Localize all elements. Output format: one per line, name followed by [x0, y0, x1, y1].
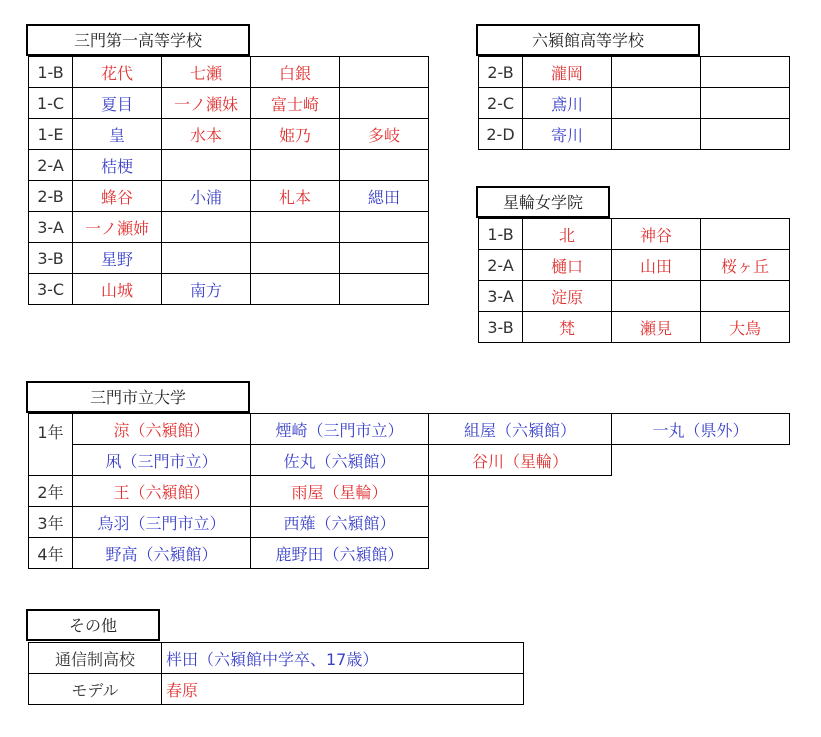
empty-cell — [701, 57, 790, 88]
empty-cell — [612, 88, 701, 119]
table-row — [479, 250, 790, 281]
empty-cell — [340, 274, 429, 305]
name-cell: 南方 — [162, 274, 251, 305]
name-cell: 涼（六潁館） — [73, 414, 251, 445]
empty-cell — [162, 150, 251, 181]
name-cell: 蜂谷 — [73, 181, 162, 212]
table-row — [29, 414, 790, 445]
name-cell: 野高（六潁館） — [73, 538, 251, 569]
class-label: 3-B — [479, 312, 523, 343]
category-label: モデル — [29, 674, 162, 705]
name-cell: 一ノ瀬姉 — [73, 212, 162, 243]
class-label: 3-A — [29, 212, 73, 243]
class-label: 3-C — [29, 274, 73, 305]
table-row — [29, 212, 429, 243]
class-table — [478, 56, 790, 150]
class-label: 2-A — [479, 250, 523, 281]
name-cell: 水本 — [162, 119, 251, 150]
name-cell: 烏羽（三門市立） — [73, 507, 251, 538]
name-cell: 山城 — [73, 274, 162, 305]
class-label: 1-B — [479, 219, 523, 250]
name-cell: 淀原 — [523, 281, 612, 312]
empty-cell — [162, 212, 251, 243]
blank-area — [429, 507, 612, 538]
name-cell: 姫乃 — [251, 119, 340, 150]
table-row — [479, 119, 790, 150]
empty-cell — [612, 281, 701, 312]
table-row — [29, 507, 790, 538]
empty-cell — [340, 57, 429, 88]
name-cell: 多岐 — [340, 119, 429, 150]
class-label: 1-E — [29, 119, 73, 150]
name-cell: 寄川 — [523, 119, 612, 150]
block-title: 六潁館高等学校 — [476, 24, 700, 56]
name-cell: 花代 — [73, 57, 162, 88]
year-label — [29, 445, 73, 476]
name-cell: 山田 — [612, 250, 701, 281]
table-row — [29, 674, 524, 705]
empty-cell — [612, 119, 701, 150]
name-cell: 札本 — [251, 181, 340, 212]
year-table — [28, 413, 790, 569]
name-cell: 緦田 — [340, 181, 429, 212]
blank-area — [612, 445, 790, 476]
empty-cell — [340, 150, 429, 181]
table-row — [479, 281, 790, 312]
name-cell: 七瀬 — [162, 57, 251, 88]
name-cell: 大鳥 — [701, 312, 790, 343]
name-cell: 富士崎 — [251, 88, 340, 119]
class-label: 2-A — [29, 150, 73, 181]
name-cell: 春原 — [162, 674, 524, 705]
category-label: 通信制高校 — [29, 643, 162, 674]
name-cell: 谷川（星輪） — [429, 445, 612, 476]
name-cell: 雨屋（星輪） — [251, 476, 429, 507]
table-row — [29, 476, 790, 507]
empty-cell — [251, 150, 340, 181]
name-cell: 白銀 — [251, 57, 340, 88]
class-label: 3-A — [479, 281, 523, 312]
empty-cell — [701, 219, 790, 250]
blank-area — [612, 476, 790, 507]
table-row — [29, 274, 429, 305]
block-title: 三門第一高等学校 — [26, 24, 250, 56]
blank-area — [612, 507, 790, 538]
class-table — [28, 56, 429, 305]
other-table — [28, 642, 524, 705]
empty-cell — [251, 274, 340, 305]
empty-cell — [612, 57, 701, 88]
table-row — [29, 538, 790, 569]
empty-cell — [701, 88, 790, 119]
name-cell: 西薙（六潁館） — [251, 507, 429, 538]
blank-area — [429, 476, 612, 507]
class-label: 2-B — [29, 181, 73, 212]
empty-cell — [340, 212, 429, 243]
year-label: 3年 — [29, 507, 73, 538]
year-label: 4年 — [29, 538, 73, 569]
name-cell: 一丸（県外） — [612, 414, 790, 445]
class-label: 2-C — [479, 88, 523, 119]
empty-cell — [340, 88, 429, 119]
empty-cell — [340, 243, 429, 274]
year-label: 2年 — [29, 476, 73, 507]
table-row — [479, 219, 790, 250]
table-row — [29, 119, 429, 150]
table-row — [29, 57, 429, 88]
name-cell: 柈田（六潁館中学卒、17歳） — [162, 643, 524, 674]
block-title: 三門市立大学 — [26, 381, 250, 413]
name-cell: 鳶川 — [523, 88, 612, 119]
name-cell: 組屋（六潁館） — [429, 414, 612, 445]
class-table — [478, 218, 790, 343]
name-cell: 小浦 — [162, 181, 251, 212]
name-cell: 皇 — [73, 119, 162, 150]
class-label: 1-B — [29, 57, 73, 88]
empty-cell — [251, 243, 340, 274]
table-row — [29, 445, 790, 476]
year-label: 1年 — [29, 414, 73, 445]
name-cell: 鹿野田（六潁館） — [251, 538, 429, 569]
class-label: 2-D — [479, 119, 523, 150]
name-cell: 王（六潁館） — [73, 476, 251, 507]
name-cell: 桔梗 — [73, 150, 162, 181]
class-label: 3-B — [29, 243, 73, 274]
table-row — [29, 181, 429, 212]
table-row — [479, 312, 790, 343]
name-cell: 凩（三門市立） — [73, 445, 251, 476]
empty-cell — [162, 243, 251, 274]
name-cell: 星野 — [73, 243, 162, 274]
empty-cell — [701, 281, 790, 312]
table-row — [479, 57, 790, 88]
empty-cell — [701, 119, 790, 150]
name-cell: 一ノ瀬妹 — [162, 88, 251, 119]
empty-cell — [251, 212, 340, 243]
name-cell: 瀬見 — [612, 312, 701, 343]
name-cell: 桜ヶ丘 — [701, 250, 790, 281]
table-row — [29, 150, 429, 181]
block-title: その他 — [26, 609, 160, 641]
table-row — [29, 243, 429, 274]
name-cell: 佐丸（六潁館） — [251, 445, 429, 476]
name-cell: 樋口 — [523, 250, 612, 281]
blank-area — [429, 538, 612, 569]
name-cell: 瀧岡 — [523, 57, 612, 88]
name-cell: 神谷 — [612, 219, 701, 250]
name-cell: 北 — [523, 219, 612, 250]
class-label: 2-B — [479, 57, 523, 88]
name-cell: 煙崎（三門市立） — [251, 414, 429, 445]
table-row — [29, 88, 429, 119]
class-label: 1-C — [29, 88, 73, 119]
blank-area — [612, 538, 790, 569]
table-row — [479, 88, 790, 119]
name-cell: 梵 — [523, 312, 612, 343]
block-title: 星輪女学院 — [476, 186, 610, 218]
table-row — [29, 643, 524, 674]
name-cell: 夏目 — [73, 88, 162, 119]
